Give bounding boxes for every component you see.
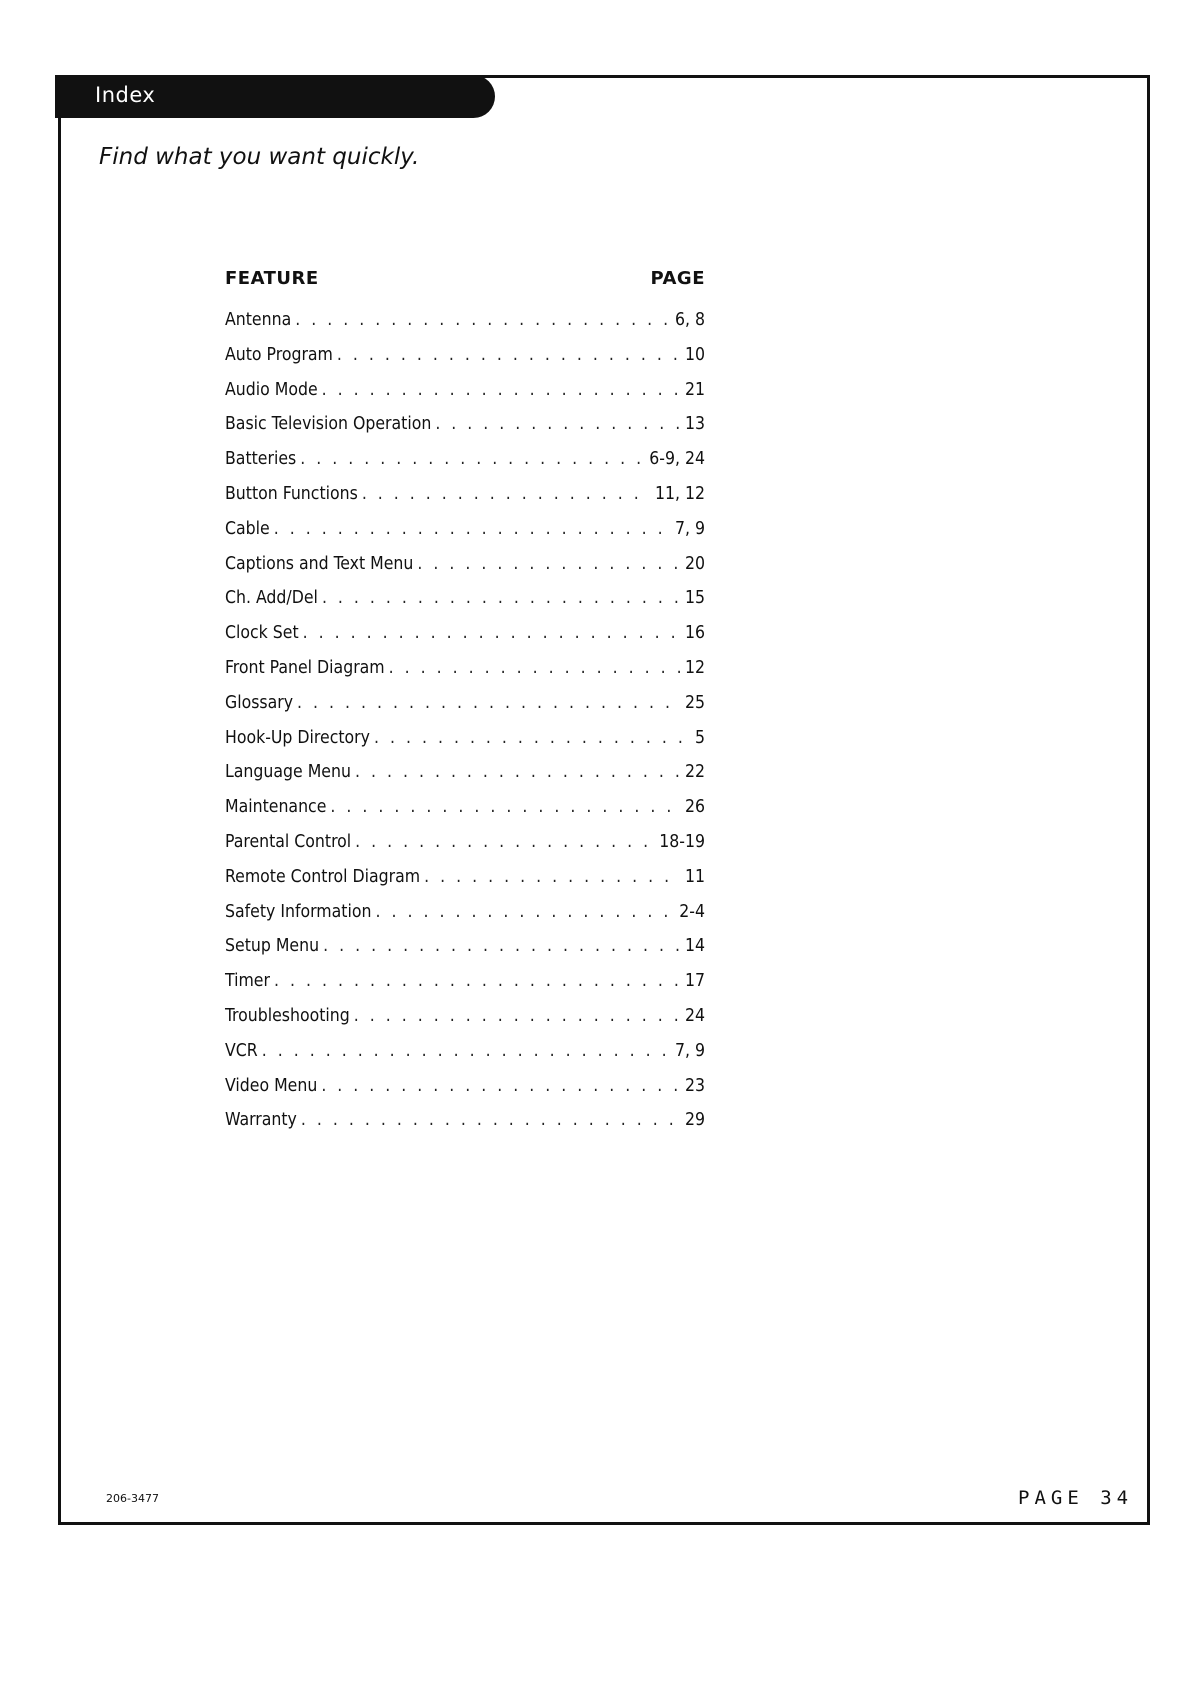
entry-page-number: 25	[684, 692, 705, 713]
dot-leader	[300, 449, 645, 469]
entry-page-number: 23	[684, 1075, 705, 1096]
index-entry	[225, 519, 705, 554]
page-subtitle: Find what you want quickly.	[99, 144, 420, 170]
index-entry	[225, 693, 705, 728]
entry-feature-name: Cable	[225, 518, 270, 539]
index-entry	[225, 380, 705, 415]
entry-feature-name: Clock Set	[225, 623, 299, 644]
index-entry	[225, 867, 705, 902]
dot-leader	[389, 658, 681, 678]
entry-feature-name: VCR	[225, 1040, 258, 1061]
entry-feature-name: Captions and Text Menu	[225, 553, 414, 574]
index-entry	[225, 623, 705, 658]
entry-feature-name: Timer	[225, 971, 270, 992]
entry-page-number: 21	[684, 379, 705, 400]
entry-feature-name: Button Functions	[225, 483, 358, 504]
entry-feature-name: Front Panel Diagram	[225, 657, 385, 678]
dot-leader	[435, 414, 681, 434]
feature-column-header: FEATURE	[225, 268, 319, 289]
entry-feature-name: Audio Mode	[225, 379, 318, 400]
index-entry	[225, 728, 705, 763]
dot-leader	[355, 762, 681, 782]
entry-page-number: 14	[684, 936, 705, 957]
dot-leader	[322, 588, 681, 608]
entry-page-number: 7, 9	[674, 1040, 705, 1061]
entry-feature-name: Hook-Up Directory	[225, 727, 370, 748]
index-entry	[225, 414, 705, 449]
entry-feature-name: Remote Control Diagram	[225, 866, 421, 887]
dot-leader	[321, 1076, 681, 1096]
entry-page-number: 6, 8	[674, 310, 705, 330]
entry-page-number: 20	[684, 553, 705, 574]
page-title: Index	[95, 83, 156, 107]
entry-feature-name: Video Menu	[225, 1075, 318, 1096]
page-number: PAGE 34	[1018, 1487, 1134, 1509]
index-entry	[225, 832, 705, 867]
index-entry	[225, 484, 705, 519]
dot-leader	[262, 1041, 671, 1061]
dot-leader	[374, 728, 691, 748]
index-entry	[225, 1041, 705, 1076]
dot-leader	[424, 867, 681, 887]
entry-feature-name: Safety Information	[225, 901, 372, 922]
index-entry	[225, 1110, 705, 1145]
index-entry	[225, 345, 705, 380]
index-table	[225, 268, 705, 1145]
entry-feature-name: Batteries	[225, 449, 297, 470]
index-entry	[225, 902, 705, 937]
dot-leader	[295, 310, 671, 330]
entry-feature-name: Troubleshooting	[225, 1005, 350, 1026]
index-entry	[225, 1076, 705, 1111]
entry-feature-name: Basic Television Operation	[225, 414, 432, 435]
entry-page-number: 2-4	[679, 901, 705, 922]
entry-page-number: 6-9, 24	[649, 449, 705, 470]
entry-page-number: 17	[684, 971, 705, 992]
dot-leader	[323, 936, 681, 956]
entry-page-number: 24	[684, 1005, 705, 1026]
index-entry	[225, 797, 705, 832]
index-entry	[225, 762, 705, 797]
entry-page-number: 11, 12	[654, 483, 705, 504]
index-entry	[225, 588, 705, 623]
dot-leader	[354, 1006, 681, 1026]
dot-leader	[355, 832, 655, 852]
entry-feature-name: Glossary	[225, 692, 294, 713]
entry-feature-name: Ch. Add/Del	[225, 588, 318, 609]
entry-page-number: 16	[684, 623, 705, 644]
entry-page-number: 15	[684, 588, 705, 609]
entry-page-number: 29	[684, 1110, 705, 1131]
entry-page-number: 13	[684, 414, 705, 435]
entry-feature-name: Warranty	[225, 1110, 297, 1131]
index-entry	[225, 936, 705, 971]
dot-leader	[297, 693, 681, 713]
page-column-header: PAGE	[650, 268, 705, 289]
dot-leader	[303, 623, 681, 643]
index-entry	[225, 310, 705, 345]
index-entry	[225, 554, 705, 589]
index-entry	[225, 449, 705, 484]
dot-leader	[337, 345, 681, 365]
entry-feature-name: Antenna	[225, 310, 292, 330]
dot-leader	[301, 1110, 681, 1130]
dot-leader	[330, 797, 681, 817]
index-entry	[225, 1006, 705, 1041]
dot-leader	[417, 554, 681, 574]
entry-page-number: 5	[694, 727, 705, 748]
entry-feature-name: Auto Program	[225, 344, 333, 365]
column-headers	[225, 268, 705, 300]
index-entries	[225, 310, 705, 1145]
dot-leader	[274, 971, 681, 991]
entry-page-number: 10	[684, 344, 705, 365]
entry-feature-name: Maintenance	[225, 797, 327, 818]
dot-leader	[274, 519, 671, 539]
entry-page-number: 7, 9	[674, 518, 705, 539]
entry-feature-name: Setup Menu	[225, 936, 320, 957]
entry-feature-name: Parental Control	[225, 831, 352, 852]
entry-page-number: 12	[684, 657, 705, 678]
dot-leader	[322, 380, 681, 400]
index-entry	[225, 658, 705, 693]
entry-page-number: 18-19	[659, 831, 705, 852]
entry-feature-name: Language Menu	[225, 762, 351, 783]
dot-leader	[375, 902, 675, 922]
entry-page-number: 11	[684, 866, 705, 887]
document-code: 206-3477	[106, 1492, 159, 1505]
dot-leader	[362, 484, 651, 504]
entry-page-number: 26	[684, 797, 705, 818]
index-entry	[225, 971, 705, 1006]
entry-page-number: 22	[684, 762, 705, 783]
